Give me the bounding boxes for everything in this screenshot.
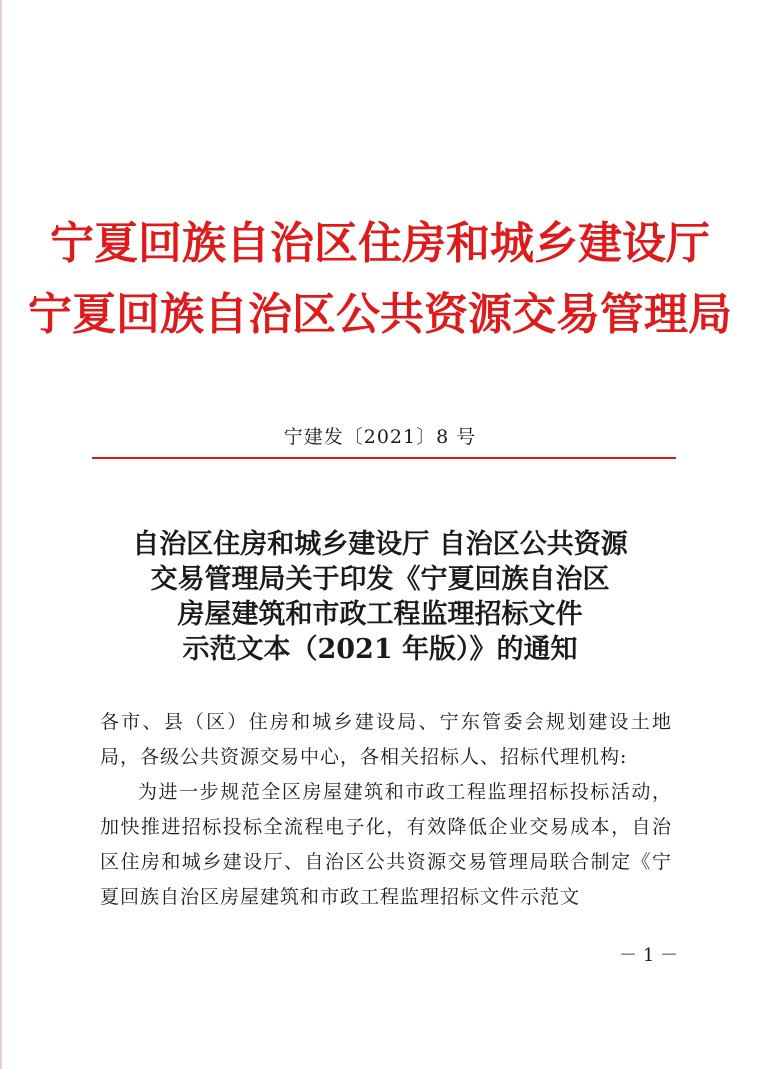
document-title: [0, 527, 760, 667]
body-paragraph: 为进一步规范全区房屋建筑和市政工程监理招标投标活动，加快推进招标投标全流程电子化，有效降低企业交易成本，自治区住房和城乡建设厅、自治区公共资源交易管理局联合制定《宁夏回族自治区房屋建筑和市政工程监理招标文件示范文: [100, 781, 672, 908]
red-separator-line: [92, 457, 676, 459]
addressee-paragraph: 各市、县（区）住房和城乡建设局、宁东管委会规划建设土地局，各级公共资源交易中心，各相关招标人、招标代理机构:: [100, 711, 672, 768]
page-number: － 1 －: [619, 945, 678, 966]
issuing-org-line1: 宁夏回族自治区住房和城乡建设厅: [50, 218, 710, 269]
document-body: [100, 705, 672, 915]
title-line3: 房屋建筑和市政工程监理招标文件: [177, 599, 583, 630]
title-line4: 示范文本（2021 年版）》的通知: [182, 634, 578, 665]
title-line2: 交易管理局关于印发《宁夏回族自治区: [150, 564, 610, 595]
title-line1: 自治区住房和城乡建设厅 自治区公共资源: [132, 529, 628, 560]
issuing-org-line2: 宁夏回族自治区公共资源交易管理局: [28, 289, 732, 340]
document-number: 宁建发〔2021〕8 号: [283, 426, 477, 448]
